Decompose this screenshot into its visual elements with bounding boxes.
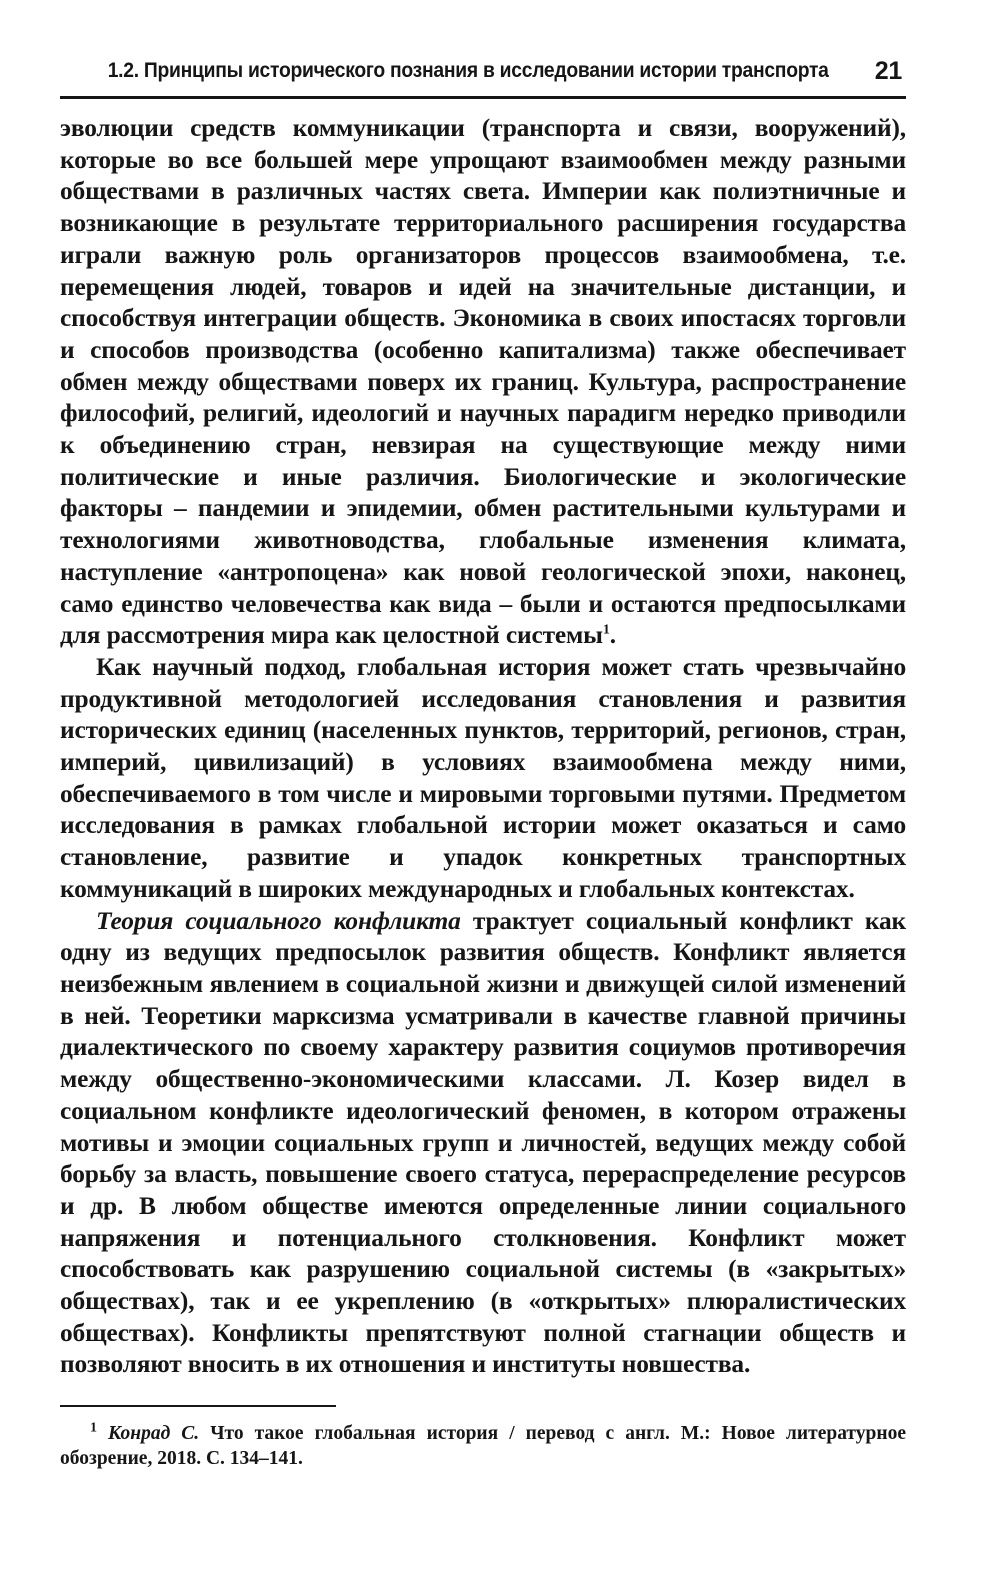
book-page — [60, 50, 906, 1471]
header-rule — [60, 96, 906, 99]
paragraph-3-text: трактует социальный конфликт как одну из ведущих предпосылок развития обществ. Конфликт является неизбежным явлением в социальной жизни и движущей силой изменений в ней. Теоретики марксизма усматривали в качестве главной причины диалектического по своему характеру развития социумов противоречия между общественно-экономическими классами. Л. Козер видел в социальном конфликте идеологический феномен, в котором отражены мотивы и эмоции социальных групп и личностей, ведущих между собой борьбу за власть, повышение своего статуса, перераспределение ресурсов и др. В любом обществе имеются определенные линии социального напряжения и потенциального столкновения. Конфликт может способствовать как разрушению социальной системы (в «закрытых» обществах), так и ее укреплению (в «открытых» плюралистических обществах). Конфликты препятствуют полной стагнации обществ и позволяют вносить в их отношения и институты новшества. — [60, 906, 906, 1379]
footnote-author: Конрад С. — [108, 1423, 200, 1445]
paragraph-1-text: эволюции средств коммуникации (транспорта и связи, вооружений), которые во все большей мере упрощают взаимообмен между разными обществами в различных частях света. Империи как полиэтничные и возникающие в результате территориального расширения государства играли важную роль организаторов процессов взаимообмена, т.е. перемещения людей, товаров и идей на значительные дистанции, и способствуя интеграции обществ. Экономика в своих ипостасях торговли и способов производства (особенно капитализма) также обеспечивает обмен между обществами поверх их границ. Культура, распространение философий, религий, идеологий и научных парадигм нередко приводили к объединению стран, невзирая на существующие между ними политические и иные различия. Биологические и экологические факторы – пандемии и эпидемии, обмен растительными культурами и технологиями животноводства, глобальные изменения климата, наступление «антропоцена» как новой геологической эпохи, наконец, само единство человечества как вида – были и остаются предпосылками для рассмотрения мира как целостной системы — [60, 114, 906, 650]
footnote-marker: 1 — [90, 1420, 97, 1436]
paragraph-1 — [60, 113, 906, 652]
paragraph-2: Как научный подход, глобальная история может стать чрезвычайно продуктивной методологией исследования становления и развития исторических единиц (населенных пунктов, территорий, регионов, стран, империй, цивилизаций) в условиях взаимообмена между ними, обеспечиваемого в том числе и мировыми торговыми путями. Предметом исследования в рамках глобальной истории может оказаться и само становление, развитие и упадок конкретных транспортных коммуникаций в широких международных и глобальных контекстах. — [60, 652, 906, 903]
footnote-text: Что такое глобальная история / перевод с англ. М.: Новое литературное обозрение, 2018. С. 134–141. — [60, 1423, 906, 1470]
key-term: Теория социального конфликта — [96, 906, 461, 935]
paragraph-3 — [60, 906, 906, 1382]
footnote-rule — [60, 1405, 336, 1407]
running-header — [60, 50, 906, 92]
body-text — [60, 113, 906, 1381]
running-title: 1.2. Принципы исторического познания в исследовании истории транспорта — [107, 59, 829, 82]
page-number: 21 — [874, 56, 902, 85]
footnote — [60, 1421, 906, 1471]
footnote-reference: 1 — [602, 622, 610, 638]
paragraph-1-end: . — [609, 621, 616, 650]
